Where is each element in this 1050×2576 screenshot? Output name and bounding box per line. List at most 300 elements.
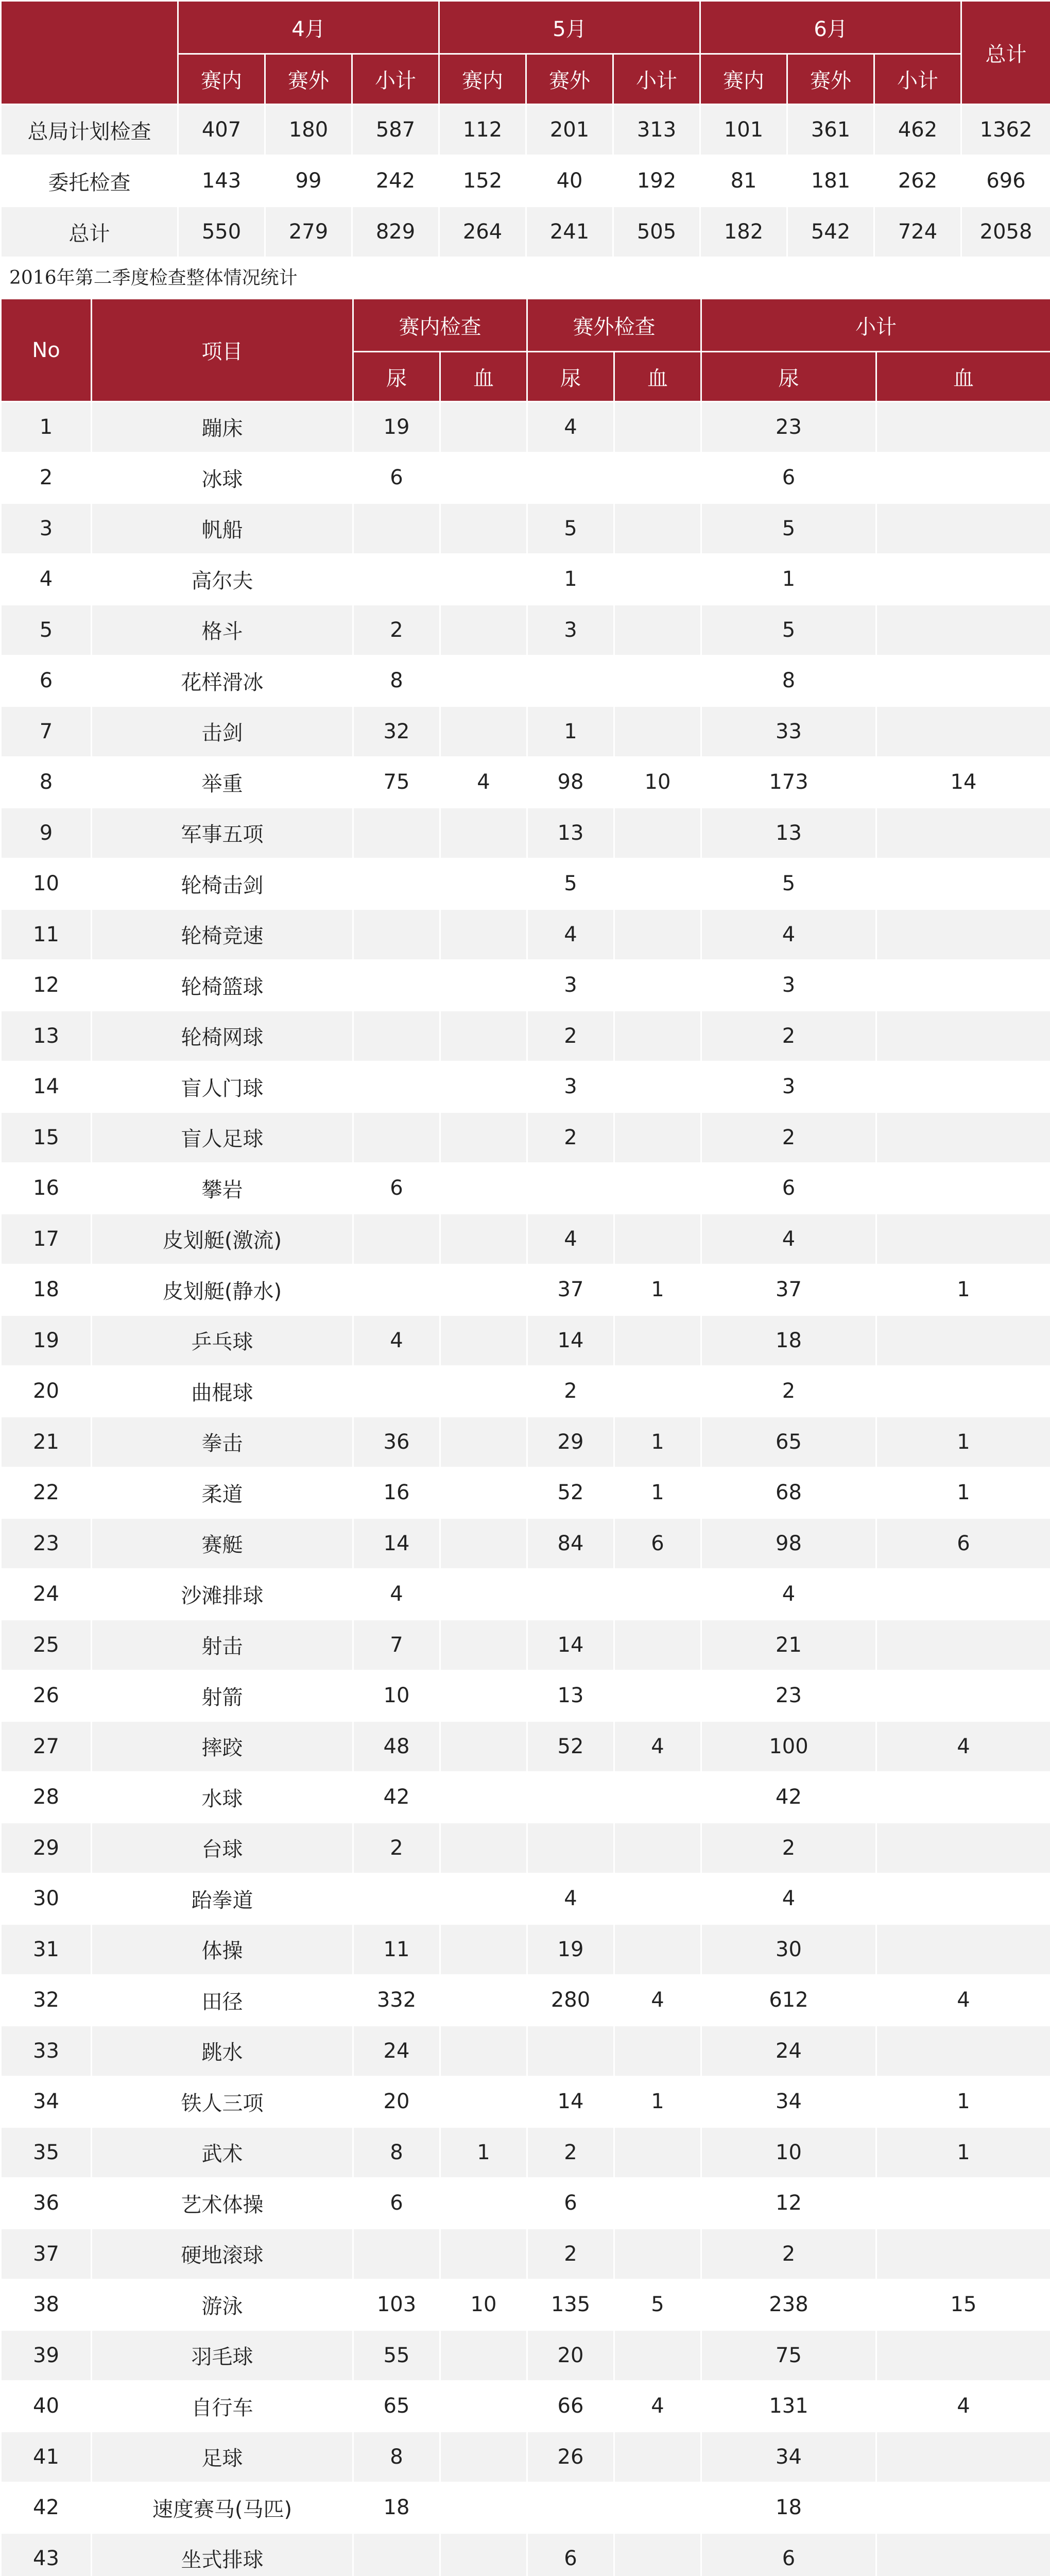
in-urine-cell bbox=[353, 1873, 440, 1924]
subtotal-urine-cell: 30 bbox=[701, 1924, 876, 1975]
in-urine-cell bbox=[353, 1061, 440, 1112]
subtotal-urine-cell: 173 bbox=[701, 757, 876, 808]
in-urine-cell bbox=[353, 1264, 440, 1315]
table-row bbox=[1, 452, 1050, 503]
in-blood-cell bbox=[440, 1112, 527, 1163]
in-blood-cell bbox=[440, 1061, 527, 1112]
subtotal-blood-cell: 1 bbox=[876, 2127, 1050, 2178]
table-row bbox=[1, 1670, 1050, 1721]
out-urine-cell: 280 bbox=[527, 1975, 614, 2026]
value-cell: 361 bbox=[787, 105, 874, 156]
table-row bbox=[1, 1772, 1050, 1823]
sport-name: 皮划艇(激流) bbox=[92, 1214, 353, 1265]
table-row bbox=[1, 2076, 1050, 2127]
row-number: 25 bbox=[1, 1620, 92, 1671]
table-row bbox=[1, 2533, 1050, 2576]
out-urine-cell: 52 bbox=[527, 1721, 614, 1772]
subtotal-blood-cell bbox=[876, 2533, 1050, 2576]
subtotal-blood-cell bbox=[876, 909, 1050, 960]
row-number: 13 bbox=[1, 1011, 92, 1062]
out-blood-cell bbox=[614, 2026, 701, 2077]
subtotal-urine-cell: 65 bbox=[701, 1417, 876, 1468]
subtotal-urine-cell: 612 bbox=[701, 1975, 876, 2026]
table-row bbox=[1, 808, 1050, 859]
row-number: 1 bbox=[1, 402, 92, 453]
table-row bbox=[1, 1467, 1050, 1518]
out-blood-cell bbox=[614, 1620, 701, 1671]
out-urine-cell bbox=[527, 1163, 614, 1214]
value-cell: 550 bbox=[178, 207, 265, 258]
in-urine-cell: 8 bbox=[353, 2127, 440, 2178]
out-urine-cell: 98 bbox=[527, 757, 614, 808]
monthly-summary-table bbox=[0, 0, 1050, 258]
subtotal-blood-cell bbox=[876, 1873, 1050, 1924]
in-blood-cell: 1 bbox=[440, 2127, 527, 2178]
value-cell: 1362 bbox=[961, 105, 1050, 156]
out-urine-cell: 5 bbox=[527, 858, 614, 909]
row-number: 9 bbox=[1, 808, 92, 859]
in-blood-cell bbox=[440, 808, 527, 859]
subtotal-urine-cell: 1 bbox=[701, 554, 876, 605]
in-blood-cell bbox=[440, 909, 527, 960]
subtotal-blood-cell bbox=[876, 1924, 1050, 1975]
in-blood-cell: 10 bbox=[440, 2279, 527, 2330]
row-number: 24 bbox=[1, 1569, 92, 1620]
out-blood-cell bbox=[614, 1112, 701, 1163]
subtotal-urine-cell: 18 bbox=[701, 2482, 876, 2533]
in-urine-cell: 65 bbox=[353, 2381, 440, 2432]
table-row bbox=[1, 1366, 1050, 1417]
subtotal-blood-cell bbox=[876, 960, 1050, 1011]
in-urine-cell bbox=[353, 1112, 440, 1163]
subtotal-blood-cell bbox=[876, 808, 1050, 859]
out-blood-cell bbox=[614, 2482, 701, 2533]
subtotal-urine-cell: 2 bbox=[701, 1823, 876, 1874]
out-blood-cell bbox=[614, 1924, 701, 1975]
subtotal-urine-cell: 12 bbox=[701, 2178, 876, 2229]
row-number: 30 bbox=[1, 1873, 92, 1924]
in-blood-cell bbox=[440, 2026, 527, 2077]
out-blood-cell bbox=[614, 402, 701, 453]
sport-name: 艺术体操 bbox=[92, 2178, 353, 2229]
out-urine-cell: 14 bbox=[527, 1315, 614, 1366]
value-cell: 99 bbox=[265, 156, 352, 207]
row-number: 39 bbox=[1, 2330, 92, 2381]
out-blood-cell bbox=[614, 655, 701, 706]
out-urine-cell: 13 bbox=[527, 808, 614, 859]
out-blood-cell bbox=[614, 1366, 701, 1417]
sub-header: 赛内 bbox=[439, 54, 526, 105]
in-blood-cell bbox=[440, 1417, 527, 1468]
in-blood-cell bbox=[440, 1467, 527, 1518]
total-header: 总计 bbox=[961, 1, 1050, 105]
row-number: 18 bbox=[1, 1264, 92, 1315]
value-cell: 587 bbox=[352, 105, 439, 156]
month-header: 6月 bbox=[700, 1, 961, 54]
sport-name: 曲棍球 bbox=[92, 1366, 353, 1417]
row-number: 36 bbox=[1, 2178, 92, 2229]
subtotal-urine-cell: 2 bbox=[701, 1112, 876, 1163]
table-row bbox=[1, 2229, 1050, 2280]
out-blood-cell bbox=[614, 2127, 701, 2178]
value-cell: 262 bbox=[874, 156, 961, 207]
sport-name: 羽毛球 bbox=[92, 2330, 353, 2381]
subtotal-urine-cell: 6 bbox=[701, 2533, 876, 2576]
subtotal-urine-cell: 37 bbox=[701, 1264, 876, 1315]
subtotal-urine-cell: 4 bbox=[701, 1569, 876, 1620]
out-blood-cell bbox=[614, 1873, 701, 1924]
sport-name: 沙滩排球 bbox=[92, 1569, 353, 1620]
in-blood-cell bbox=[440, 2076, 527, 2127]
sport-name: 足球 bbox=[92, 2432, 353, 2483]
sport-name: 轮椅竞速 bbox=[92, 909, 353, 960]
sport-name: 体操 bbox=[92, 1924, 353, 1975]
subtotal-blood-cell: 1 bbox=[876, 1467, 1050, 1518]
subtotal-urine-cell: 6 bbox=[701, 1163, 876, 1214]
table-row bbox=[1, 1569, 1050, 1620]
out-urine-cell bbox=[527, 1772, 614, 1823]
out-urine-cell: 4 bbox=[527, 1214, 614, 1265]
in-blood-cell bbox=[440, 2533, 527, 2576]
table-row bbox=[1, 2432, 1050, 2483]
value-cell: 505 bbox=[613, 207, 700, 258]
in-blood-cell bbox=[440, 2432, 527, 2483]
table-row bbox=[1, 1163, 1050, 1214]
row-number: 41 bbox=[1, 2432, 92, 2483]
sub-header: 赛外 bbox=[787, 54, 874, 105]
in-urine-cell: 4 bbox=[353, 1569, 440, 1620]
out-blood-cell bbox=[614, 2533, 701, 2576]
out-blood-cell bbox=[614, 452, 701, 503]
in-blood-cell bbox=[440, 2381, 527, 2432]
in-urine-cell: 10 bbox=[353, 1670, 440, 1721]
in-urine-cell: 6 bbox=[353, 452, 440, 503]
value-cell: 101 bbox=[700, 105, 787, 156]
value-cell: 724 bbox=[874, 207, 961, 258]
sport-name: 轮椅篮球 bbox=[92, 960, 353, 1011]
in-blood-cell bbox=[440, 452, 527, 503]
row-number: 14 bbox=[1, 1061, 92, 1112]
row-number: 19 bbox=[1, 1315, 92, 1366]
subtotal-blood-cell bbox=[876, 1670, 1050, 1721]
in-blood-cell bbox=[440, 858, 527, 909]
out-blood-cell: 6 bbox=[614, 1518, 701, 1569]
subtotal-urine-cell: 10 bbox=[701, 2127, 876, 2178]
row-number: 16 bbox=[1, 1163, 92, 1214]
in-blood-cell bbox=[440, 1772, 527, 1823]
subtotal-blood-cell bbox=[876, 2432, 1050, 2483]
out-blood-cell: 1 bbox=[614, 2076, 701, 2127]
in-blood-cell bbox=[440, 1011, 527, 1062]
value-cell: 264 bbox=[439, 207, 526, 258]
subtotal-urine-cell: 5 bbox=[701, 858, 876, 909]
in-blood-cell bbox=[440, 706, 527, 757]
subtotal-urine-cell: 18 bbox=[701, 1315, 876, 1366]
table-row bbox=[1, 1823, 1050, 1874]
subtotal-urine-cell: 34 bbox=[701, 2076, 876, 2127]
value-cell: 462 bbox=[874, 105, 961, 156]
table-row bbox=[1, 2279, 1050, 2330]
sport-name: 柔道 bbox=[92, 1467, 353, 1518]
table-row bbox=[1, 1264, 1050, 1315]
value-cell: 407 bbox=[178, 105, 265, 156]
row-number: 2 bbox=[1, 452, 92, 503]
out-blood-cell bbox=[614, 858, 701, 909]
in-blood-cell bbox=[440, 605, 527, 656]
out-urine-cell: 14 bbox=[527, 1620, 614, 1671]
in-urine-cell bbox=[353, 960, 440, 1011]
subtotal-blood-cell bbox=[876, 1366, 1050, 1417]
in-blood-cell bbox=[440, 1214, 527, 1265]
subtotal-blood-cell bbox=[876, 2026, 1050, 2077]
subtotal-blood-cell bbox=[876, 605, 1050, 656]
subtotal-urine-cell: 21 bbox=[701, 1620, 876, 1671]
table-row bbox=[1, 402, 1050, 453]
value-cell: 279 bbox=[265, 207, 352, 258]
table-row bbox=[1, 2026, 1050, 2077]
table-row bbox=[1, 858, 1050, 909]
value-cell: 2058 bbox=[961, 207, 1050, 258]
out-urine-cell: 3 bbox=[527, 960, 614, 1011]
subtotal-blood-cell bbox=[876, 1569, 1050, 1620]
in-urine-cell: 42 bbox=[353, 1772, 440, 1823]
subtotal-blood-cell bbox=[876, 1214, 1050, 1265]
table-row bbox=[1, 757, 1050, 808]
urine-header: 尿 bbox=[527, 352, 614, 402]
out-urine-cell: 3 bbox=[527, 1061, 614, 1112]
sport-name: 硬地滚球 bbox=[92, 2229, 353, 2280]
in-urine-cell: 11 bbox=[353, 1924, 440, 1975]
in-urine-cell bbox=[353, 808, 440, 859]
out-blood-cell bbox=[614, 1315, 701, 1366]
no-header: No bbox=[1, 299, 92, 402]
out-blood-cell bbox=[614, 706, 701, 757]
value-cell: 542 bbox=[787, 207, 874, 258]
sport-name: 花样滑冰 bbox=[92, 655, 353, 706]
subtotal-urine-cell: 6 bbox=[701, 452, 876, 503]
row-number: 8 bbox=[1, 757, 92, 808]
sport-name: 跆拳道 bbox=[92, 1873, 353, 1924]
in-urine-cell: 18 bbox=[353, 2482, 440, 2533]
row-number: 3 bbox=[1, 503, 92, 554]
value-cell: 829 bbox=[352, 207, 439, 258]
sport-name: 盲人足球 bbox=[92, 1112, 353, 1163]
subtotal-blood-cell: 1 bbox=[876, 1264, 1050, 1315]
subtotal-blood-cell: 1 bbox=[876, 1417, 1050, 1468]
out-blood-cell bbox=[614, 960, 701, 1011]
subtotal-urine-cell: 5 bbox=[701, 503, 876, 554]
in-blood-cell: 4 bbox=[440, 757, 527, 808]
in-urine-cell: 14 bbox=[353, 1518, 440, 1569]
subtotal-urine-cell: 100 bbox=[701, 1721, 876, 1772]
out-urine-cell: 1 bbox=[527, 554, 614, 605]
subtotal-urine-cell: 3 bbox=[701, 960, 876, 1011]
row-number: 40 bbox=[1, 2381, 92, 2432]
in-urine-cell: 55 bbox=[353, 2330, 440, 2381]
row-number: 43 bbox=[1, 2533, 92, 2576]
row-number: 37 bbox=[1, 2229, 92, 2280]
in-blood-cell bbox=[440, 1873, 527, 1924]
subtotal-urine-cell: 68 bbox=[701, 1467, 876, 1518]
in-blood-cell bbox=[440, 2482, 527, 2533]
in-blood-cell bbox=[440, 1620, 527, 1671]
row-number: 23 bbox=[1, 1518, 92, 1569]
out-urine-cell: 26 bbox=[527, 2432, 614, 2483]
out-blood-cell: 4 bbox=[614, 1721, 701, 1772]
subtotal-blood-cell bbox=[876, 503, 1050, 554]
row-number: 22 bbox=[1, 1467, 92, 1518]
value-cell: 40 bbox=[526, 156, 613, 207]
out-urine-cell: 14 bbox=[527, 2076, 614, 2127]
value-cell: 242 bbox=[352, 156, 439, 207]
in-urine-cell: 2 bbox=[353, 1823, 440, 1874]
out-urine-cell: 1 bbox=[527, 706, 614, 757]
subtotal-blood-cell bbox=[876, 1772, 1050, 1823]
table-row bbox=[1, 1315, 1050, 1366]
table-row bbox=[1, 1873, 1050, 1924]
out-blood-cell bbox=[614, 503, 701, 554]
in-urine-cell: 332 bbox=[353, 1975, 440, 2026]
subtotal-urine-cell: 33 bbox=[701, 706, 876, 757]
sub-header: 小计 bbox=[613, 54, 700, 105]
sport-name: 武术 bbox=[92, 2127, 353, 2178]
sport-name: 格斗 bbox=[92, 605, 353, 656]
out-blood-cell: 1 bbox=[614, 1467, 701, 1518]
subtotal-blood-cell bbox=[876, 2178, 1050, 2229]
out-blood-cell bbox=[614, 2432, 701, 2483]
month-header: 5月 bbox=[439, 1, 700, 54]
out-urine-cell: 4 bbox=[527, 402, 614, 453]
out-blood-cell bbox=[614, 1569, 701, 1620]
subtotal-blood-cell bbox=[876, 1315, 1050, 1366]
subtotal-urine-cell: 4 bbox=[701, 1214, 876, 1265]
subtotal-blood-cell: 4 bbox=[876, 1721, 1050, 1772]
out-urine-cell: 2 bbox=[527, 2229, 614, 2280]
sport-name: 游泳 bbox=[92, 2279, 353, 2330]
in-urine-cell: 7 bbox=[353, 1620, 440, 1671]
in-blood-cell bbox=[440, 1366, 527, 1417]
out-blood-cell bbox=[614, 2330, 701, 2381]
sport-name: 射击 bbox=[92, 1620, 353, 1671]
out-blood-cell: 10 bbox=[614, 757, 701, 808]
out-blood-cell bbox=[614, 1061, 701, 1112]
out-urine-cell: 3 bbox=[527, 605, 614, 656]
out-urine-cell: 6 bbox=[527, 2178, 614, 2229]
out-blood-cell bbox=[614, 909, 701, 960]
sport-name: 台球 bbox=[92, 1823, 353, 1874]
out-blood-cell bbox=[614, 808, 701, 859]
subtotal-blood-cell: 6 bbox=[876, 1518, 1050, 1569]
subtotal-blood-cell bbox=[876, 2482, 1050, 2533]
subtotal-blood-cell bbox=[876, 655, 1050, 706]
out-urine-cell: 29 bbox=[527, 1417, 614, 1468]
sub-header: 小计 bbox=[352, 54, 439, 105]
subtotal-blood-cell bbox=[876, 402, 1050, 453]
out-urine-cell bbox=[527, 1823, 614, 1874]
sport-name: 蹦床 bbox=[92, 402, 353, 453]
monthly-row bbox=[1, 156, 1050, 207]
monthly-row bbox=[1, 207, 1050, 258]
sport-name: 军事五项 bbox=[92, 808, 353, 859]
table-row bbox=[1, 655, 1050, 706]
table-row bbox=[1, 1214, 1050, 1265]
table-row bbox=[1, 909, 1050, 960]
in-urine-cell bbox=[353, 858, 440, 909]
table-row bbox=[1, 2127, 1050, 2178]
table-row bbox=[1, 1011, 1050, 1062]
in-urine-cell: 19 bbox=[353, 402, 440, 453]
subtotal-blood-cell bbox=[876, 1011, 1050, 1062]
table-row bbox=[1, 554, 1050, 605]
table-row bbox=[1, 1924, 1050, 1975]
subtotal-urine-cell: 75 bbox=[701, 2330, 876, 2381]
sport-table-body bbox=[1, 402, 1050, 2576]
table-row bbox=[1, 960, 1050, 1011]
subtotal-urine-cell: 238 bbox=[701, 2279, 876, 2330]
sport-name: 射箭 bbox=[92, 1670, 353, 1721]
out-urine-cell bbox=[527, 452, 614, 503]
row-number: 31 bbox=[1, 1924, 92, 1975]
sport-name: 盲人门球 bbox=[92, 1061, 353, 1112]
table-row bbox=[1, 2482, 1050, 2533]
in-blood-cell bbox=[440, 1163, 527, 1214]
in-blood-cell bbox=[440, 1975, 527, 2026]
out-urine-cell bbox=[527, 2482, 614, 2533]
subtotal-blood-cell: 4 bbox=[876, 1975, 1050, 2026]
sub-header: 赛外 bbox=[265, 54, 352, 105]
blood-header: 血 bbox=[614, 352, 701, 402]
table-row bbox=[1, 706, 1050, 757]
value-cell: 143 bbox=[178, 156, 265, 207]
out-blood-cell bbox=[614, 1772, 701, 1823]
sub-header: 赛内 bbox=[700, 54, 787, 105]
value-cell: 180 bbox=[265, 105, 352, 156]
row-number: 10 bbox=[1, 858, 92, 909]
subtotal-blood-cell bbox=[876, 1823, 1050, 1874]
row-number: 17 bbox=[1, 1214, 92, 1265]
sport-name: 帆船 bbox=[92, 503, 353, 554]
out-urine-cell: 66 bbox=[527, 2381, 614, 2432]
out-urine-cell: 135 bbox=[527, 2279, 614, 2330]
subtotal-urine-cell: 8 bbox=[701, 655, 876, 706]
in-blood-cell bbox=[440, 1569, 527, 1620]
row-number: 26 bbox=[1, 1670, 92, 1721]
in-urine-cell: 8 bbox=[353, 2432, 440, 2483]
in-blood-cell bbox=[440, 554, 527, 605]
row-number: 42 bbox=[1, 2482, 92, 2533]
table-row bbox=[1, 1061, 1050, 1112]
sub-header: 赛外 bbox=[526, 54, 613, 105]
out-urine-cell: 19 bbox=[527, 1924, 614, 1975]
subtotal-urine-cell: 3 bbox=[701, 1061, 876, 1112]
sport-name: 跳水 bbox=[92, 2026, 353, 2077]
out-urine-cell: 20 bbox=[527, 2330, 614, 2381]
row-number: 11 bbox=[1, 909, 92, 960]
sport-name: 水球 bbox=[92, 1772, 353, 1823]
out-urine-cell bbox=[527, 2026, 614, 2077]
out-urine-cell: 2 bbox=[527, 2127, 614, 2178]
row-number: 33 bbox=[1, 2026, 92, 2077]
subtotal-blood-cell bbox=[876, 706, 1050, 757]
value-cell: 313 bbox=[613, 105, 700, 156]
subtotal-urine-cell: 4 bbox=[701, 909, 876, 960]
sport-name: 铁人三项 bbox=[92, 2076, 353, 2127]
sport-name: 田径 bbox=[92, 1975, 353, 2026]
in-urine-cell bbox=[353, 2229, 440, 2280]
subtotal-urine-cell: 98 bbox=[701, 1518, 876, 1569]
subtotal-urine-cell: 24 bbox=[701, 2026, 876, 2077]
in-blood-cell bbox=[440, 1721, 527, 1772]
